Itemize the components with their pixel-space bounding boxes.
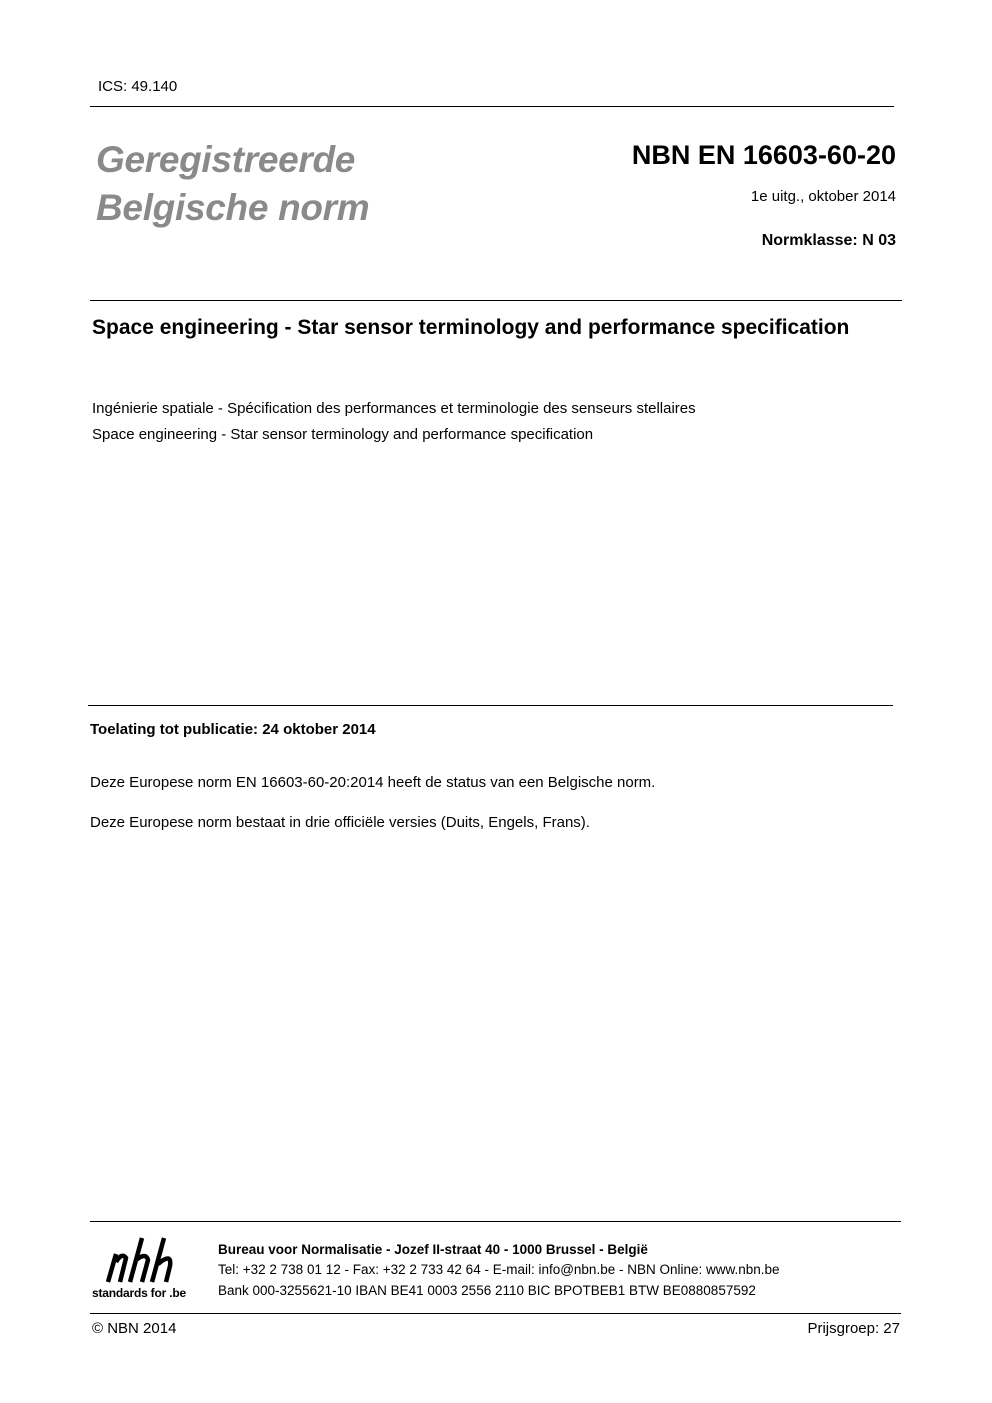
approval-date: Toelating tot publicatie: 24 oktober 2014 xyxy=(90,721,376,738)
registered-norm-title-line2: Belgische norm xyxy=(96,187,370,228)
nbn-logo xyxy=(90,1234,208,1306)
standard-number: NBN EN 16603-60-20 xyxy=(631,140,896,170)
document-title: Space engineering - Star sensor terminology and performance specification xyxy=(92,316,850,339)
bottom-divider xyxy=(90,1313,901,1314)
header-divider xyxy=(90,106,894,107)
address-line: Bureau voor Normalisatie - Jozef II-straat 40 - 1000 Brussel - België xyxy=(218,1242,648,1257)
contact-line: Tel: +32 2 738 01 12 - Fax: +32 2 733 42 64 - E-mail: info@nbn.be - NBN Online: www.nbn.be xyxy=(218,1262,780,1277)
price-group: Prijsgroep: 27 xyxy=(807,1320,900,1337)
edition-date: 1e uitg., oktober 2014 xyxy=(750,188,896,205)
french-title: Ingénierie spatiale - Spécification des performances et terminologie des senseurs stellaires xyxy=(92,400,696,417)
title-divider xyxy=(90,300,902,301)
registered-norm-title xyxy=(96,136,369,232)
copyright: © NBN 2014 xyxy=(92,1320,177,1337)
registered-norm-title-line1: Geregistreerde xyxy=(96,139,356,180)
bank-line: Bank 000-3255621-10 IBAN BE41 0003 2556 2110 BIC BPOTBEB1 BTW BE0880857592 xyxy=(218,1283,756,1298)
versions-statement: Deze Europese norm bestaat in drie officiële versies (Duits, Engels, Frans). xyxy=(90,814,590,831)
approval-divider xyxy=(88,705,893,706)
status-statement: Deze Europese norm EN 16603-60-20:2014 heeft de status van een Belgische norm. xyxy=(90,774,656,791)
ics-code: ICS: 49.140 xyxy=(98,78,178,95)
nbn-logo-mark xyxy=(90,1234,208,1286)
normklasse: Normklasse: N 03 xyxy=(761,232,896,249)
english-title: Space engineering - Star sensor terminology and performance specification xyxy=(92,426,594,443)
footer-divider xyxy=(90,1221,901,1222)
logo-caption: standards for .be xyxy=(92,1286,186,1300)
